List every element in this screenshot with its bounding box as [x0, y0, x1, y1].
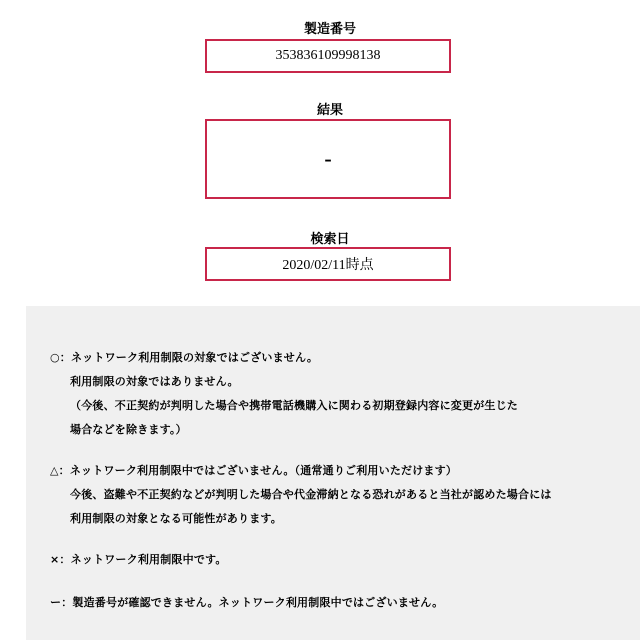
legend-triangle-text: 利用制限の対象となる可能性があります。 [70, 512, 282, 525]
search-date-label: 検索日 [310, 232, 350, 247]
legend-circle-text: （今後、不正契約が判明した場合や携帯電話機購入に関わる初期登録内容に変更が生じた [70, 399, 518, 412]
serial-number-value: 353836109998138 [275, 48, 381, 63]
result-value: - [324, 146, 332, 171]
legend-circle-text: 場合などを除きます。） [70, 423, 187, 436]
search-date-value: 2020/02/11時点 [282, 258, 374, 273]
serial-number-label: 製造番号 [303, 22, 356, 37]
legend-cross-heading: ×：ネットワーク利用制限中です。 [50, 553, 227, 566]
legend-circle-text: 利用制限の対象ではありません。 [70, 375, 239, 388]
search-date-field [205, 247, 451, 281]
legend-triangle-text: 今後、盗難や不正契約などが判明した場合や代金滞納となる恐れがあると当社が認めた場合には [70, 488, 552, 501]
legend-circle-heading: ○：ネットワーク利用制限の対象ではございません。 [50, 351, 319, 364]
serial-number-field [205, 39, 451, 73]
result-field [205, 119, 451, 199]
legend-triangle-heading: △：ネットワーク利用制限中ではございません。（通常通りご利用いただけます） [50, 464, 458, 477]
result-label: 結果 [316, 103, 343, 118]
legend-dash-heading: ー：製造番号が確認できません。ネットワーク利用制限中ではございません。 [50, 596, 444, 609]
